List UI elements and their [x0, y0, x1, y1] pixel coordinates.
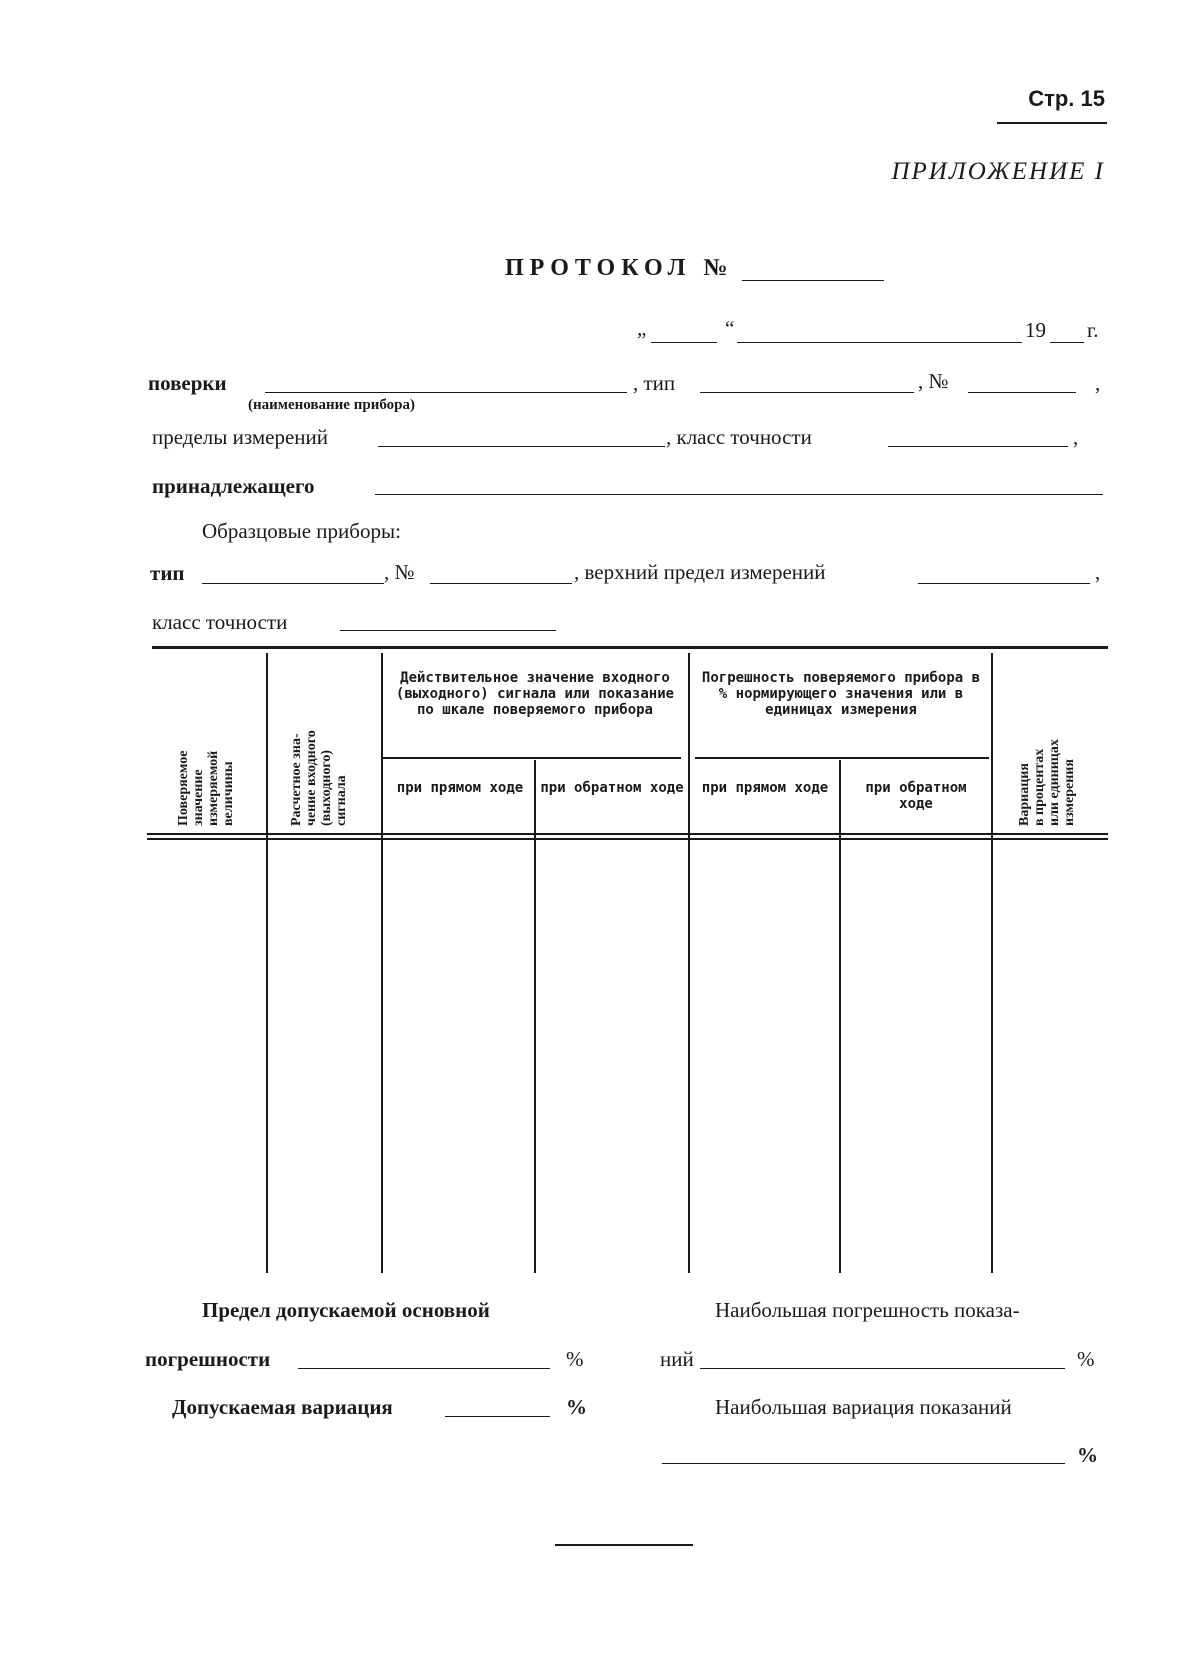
allowed-error-label-line1: Предел допускаемой основной [202, 1298, 490, 1322]
col1-header-line3: измеряемой [206, 750, 221, 826]
col2-header-line2: чение входного [304, 730, 319, 826]
date-day-field[interactable] [651, 342, 717, 343]
ref-type-label: тип [150, 561, 185, 585]
owner-field[interactable] [375, 494, 1103, 495]
date-year-field[interactable] [1050, 342, 1084, 343]
col1-header-line4: величины [221, 761, 236, 826]
col1-header-line1: Поверяемое [176, 750, 191, 826]
col2-header-line3: (выходного) [319, 749, 334, 826]
allowed-error-percent: % [566, 1347, 584, 1371]
ref-upper-limit-label: , верхний предел измерений [574, 560, 826, 584]
protocol-title: ПРОТОКОЛ № [505, 255, 734, 281]
group2-forward-header: при прямом ходе [701, 780, 829, 796]
allowed-variation-percent: % [566, 1395, 587, 1419]
ref-number-field[interactable] [430, 583, 572, 584]
number-label: , № [918, 369, 949, 393]
allowed-error-field[interactable] [298, 1368, 550, 1369]
largest-error-label-line1: Наибольшая погрешность показа- [715, 1298, 1020, 1322]
ref-number-label: , № [384, 560, 415, 584]
owner-label: принадлежащего [152, 474, 315, 498]
verification-label: поверки [148, 371, 227, 395]
accuracy-field[interactable] [888, 446, 1068, 447]
col2-header-line1: Расчетное зна- [289, 733, 304, 826]
reference-heading: Образцовые приборы: [202, 519, 401, 543]
group1-divider [383, 757, 681, 759]
type-field[interactable] [700, 392, 914, 393]
col-divider-1 [266, 653, 268, 1273]
accuracy-label: , класс точности [666, 425, 812, 449]
allowed-variation-field[interactable] [445, 1416, 550, 1417]
col-divider-3 [534, 760, 536, 1273]
allowed-variation-label: Допускаемая вариация [172, 1395, 393, 1419]
ref-accuracy-field[interactable] [340, 630, 556, 631]
col1-header-line2: значение [191, 769, 206, 826]
table-top-rule [152, 646, 1108, 649]
group1-header: Действительное значение входного (выходного) сигнала или показание по шкале поверяемого прибора [395, 670, 675, 718]
col-divider-5 [839, 760, 841, 1273]
table-header-rule-2 [147, 838, 1108, 840]
page-number-underline [997, 122, 1107, 124]
ref-accuracy-label: класс точности [152, 610, 288, 634]
serial-number-field[interactable] [968, 392, 1076, 393]
closing-rule [555, 1544, 693, 1546]
appendix-label: ПРИЛОЖЕНИЕ I [891, 158, 1105, 185]
largest-error-percent: % [1077, 1347, 1095, 1371]
instrument-name-field[interactable] [265, 392, 627, 393]
trailing-comma: , [1095, 371, 1101, 395]
largest-error-label-line2: ний [660, 1347, 694, 1371]
limits-label: пределы измерений [152, 425, 329, 449]
col-divider-2 [381, 653, 383, 1273]
col7-header-line3: или единицах [1047, 739, 1062, 826]
col7-header-line4: измерения [1062, 759, 1077, 826]
trailing-comma-3: , [1095, 560, 1101, 584]
type-label: , тип [633, 371, 676, 395]
ref-upper-limit-field[interactable] [918, 583, 1090, 584]
group2-header: Погрешность поверяемого прибора в % нормирующего значения или в единицах измерения [701, 670, 981, 718]
table-header-rule-1 [147, 833, 1108, 835]
date-year-suffix: г. [1087, 318, 1099, 342]
largest-variation-percent: % [1077, 1443, 1098, 1467]
col7-header-line1: Вариация [1017, 763, 1032, 826]
date-open-quote: „ [637, 316, 647, 340]
date-close-quote: “ [725, 316, 735, 340]
col7-header-line2: в процентах [1032, 748, 1047, 826]
col-divider-6 [991, 653, 993, 1273]
col2-header-line4: сигнала [334, 775, 349, 826]
largest-error-field[interactable] [700, 1368, 1065, 1369]
instrument-name-caption: (наименование прибора) [248, 397, 415, 413]
group1-backward-header: при обратном ходе [540, 780, 684, 796]
allowed-error-label-line2: погрешности [145, 1347, 271, 1371]
ref-type-field[interactable] [202, 583, 384, 584]
page-number: Стр. 15 [1028, 86, 1105, 111]
largest-variation-label: Наибольшая вариация показаний [715, 1395, 1012, 1419]
col-divider-4 [688, 653, 690, 1273]
date-month-field[interactable] [737, 342, 1022, 343]
trailing-comma-2: , [1073, 425, 1079, 449]
group2-backward-header: при обратном ходе [865, 780, 967, 812]
limits-field[interactable] [378, 446, 665, 447]
largest-variation-field[interactable] [662, 1463, 1065, 1464]
group2-divider [695, 757, 989, 759]
date-year-prefix: 19 [1025, 318, 1046, 342]
protocol-number-field[interactable] [742, 280, 884, 281]
group1-forward-header: при прямом ходе [396, 780, 524, 796]
